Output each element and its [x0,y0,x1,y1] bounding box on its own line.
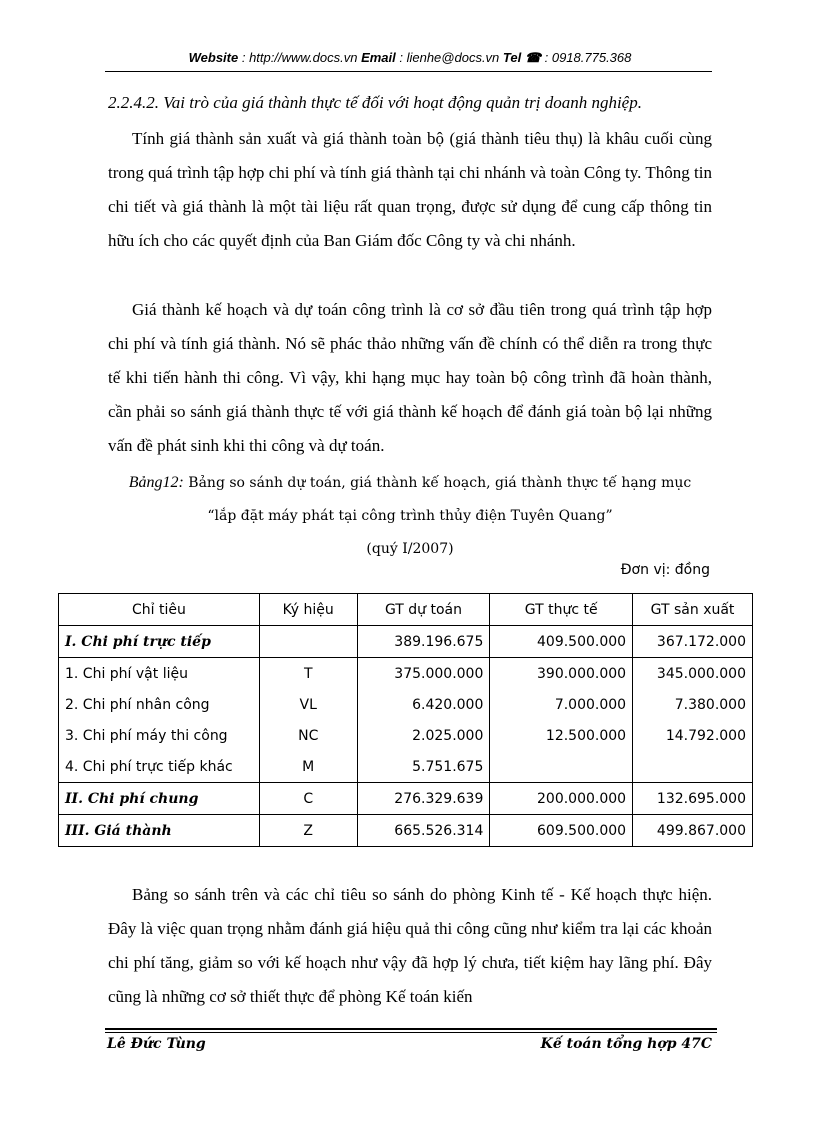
row-symbol [259,626,357,658]
value-actual: 12.500.000 [490,720,633,751]
row-label: III. Giá thành [59,815,260,847]
row-label: 1. Chi phí vật liệu [59,658,260,690]
value-actual: 409.500.000 [490,626,633,658]
tel-label: Tel ☎ [502,50,542,65]
value-production: 7.380.000 [633,689,753,720]
value-production: 14.792.000 [633,720,753,751]
table-row [59,626,753,658]
unit-label: Đơn vị: đồng [620,562,710,578]
row-symbol: T [259,658,357,690]
row-symbol: NC [259,720,357,751]
table-row [59,815,753,847]
row-symbol: C [259,783,357,815]
value-production: 499.867.000 [633,815,753,847]
value-actual: 390.000.000 [490,658,633,690]
value-actual: 200.000.000 [490,783,633,815]
table-row [59,658,753,690]
row-symbol: VL [259,689,357,720]
row-symbol: Z [259,815,357,847]
page-header [100,50,720,70]
footer-author: Lê Đức Tùng [107,1036,206,1052]
cost-comparison-table [58,593,753,847]
footer-divider-thin [105,1032,717,1033]
table-row [59,689,753,720]
value-estimate: 276.329.639 [357,783,490,815]
caption-text: Bảng so sánh dự toán, giá thành kế hoạch, giá thành thực tế hạng mục [183,475,692,491]
website-label: Website [188,50,239,65]
value-actual: 7.000.000 [490,689,633,720]
value-actual [490,751,633,783]
paragraph-2: Giá thành kế hoạch và dự toán công trình là cơ sở đầu tiên trong quá trình tập hợp chi phí và tính giá thành. Nó sẽ phác thảo những vấn đề chính có thể diễn ra trong thực tế khi tiến hành thi công. Vì vậy, khi hạng mục hay toàn bộ công trình đã hoàn thành, cần phải so sánh giá thành thực tế với giá thành kế hoạch để đánh giá toàn bộ lại những vấn đề phát sinh khi thi công và dự toán. [108,300,712,455]
value-estimate: 6.420.000 [357,689,490,720]
email-value: : lienhe@docs.vn [395,50,503,65]
header-cell: Chỉ tiêu [59,594,260,626]
footer-class: Kế toán tổng hợp 47C [540,1036,712,1052]
row-label: 3. Chi phí máy thi công [59,720,260,751]
row-label: II. Chi phí chung [59,783,260,815]
header-cell: GT dự toán [357,594,490,626]
tel-value: : 0918.775.368 [541,50,632,65]
website-value: : http://www.docs.vn [238,50,362,65]
value-production [633,751,753,783]
value-actual: 609.500.000 [490,815,633,847]
footer-divider [105,1028,717,1030]
value-estimate: 375.000.000 [357,658,490,690]
row-symbol: M [259,751,357,783]
email-label: Email [361,50,396,65]
value-production: 132.695.000 [633,783,753,815]
header-cell: Ký hiệu [259,594,357,626]
table-row [59,751,753,783]
value-estimate: 389.196.675 [357,626,490,658]
value-production: 367.172.000 [633,626,753,658]
caption-line-2: “lắp đặt máy phát tại công trình thủy điện Tuyên Quang” [207,508,613,524]
value-estimate: 2.025.000 [357,720,490,751]
table-row [59,720,753,751]
value-estimate: 5.751.675 [357,751,490,783]
row-label: I. Chi phí trực tiếp [59,626,260,658]
caption-label: Bảng12: [128,474,184,491]
caption-line-3: (quý I/2007) [366,541,454,557]
header-cell: GT sản xuất [633,594,753,626]
table-header-row [59,594,753,626]
table-caption [108,466,712,566]
row-label: 4. Chi phí trực tiếp khác [59,751,260,783]
value-production: 345.000.000 [633,658,753,690]
value-estimate: 665.526.314 [357,815,490,847]
paragraph-1: Tính giá thành sản xuất và giá thành toàn bộ (giá thành tiêu thụ) là khâu cuối cùng trong quá trình tập hợp chi phí và tính giá thành tại chi nhánh và toàn Công ty. Thông tin chi tiết và giá thành là một tài liệu rất quan trọng, được sử dụng để cung cấp thông tin hữu ích cho các quyết định của Ban Giám đốc Công ty và chi nhánh. [108,129,712,250]
header-divider [105,71,712,72]
paragraph-3: Bảng so sánh trên và các chỉ tiêu so sánh do phòng Kinh tế - Kế hoạch thực hiện. Đây là việc quan trọng nhằm đánh giá hiệu quả thi công cũng như kiểm tra lại các khoản chi phí tăng, giảm so với kế hoạch như vậy đã hợp lý chưa, tiết kiệm hay lãng phí. Đây cũng là những cơ sở thiết thực để phòng Kế toán kiến [108,885,712,1006]
header-cell: GT thực tế [490,594,633,626]
row-label: 2. Chi phí nhân công [59,689,260,720]
section-title: 2.2.4.2. Vai trò của giá thành thực tế đối với hoạt động quản trị doanh nghiệp. [108,93,642,112]
caption-line-1 [108,466,712,500]
table-row [59,783,753,815]
